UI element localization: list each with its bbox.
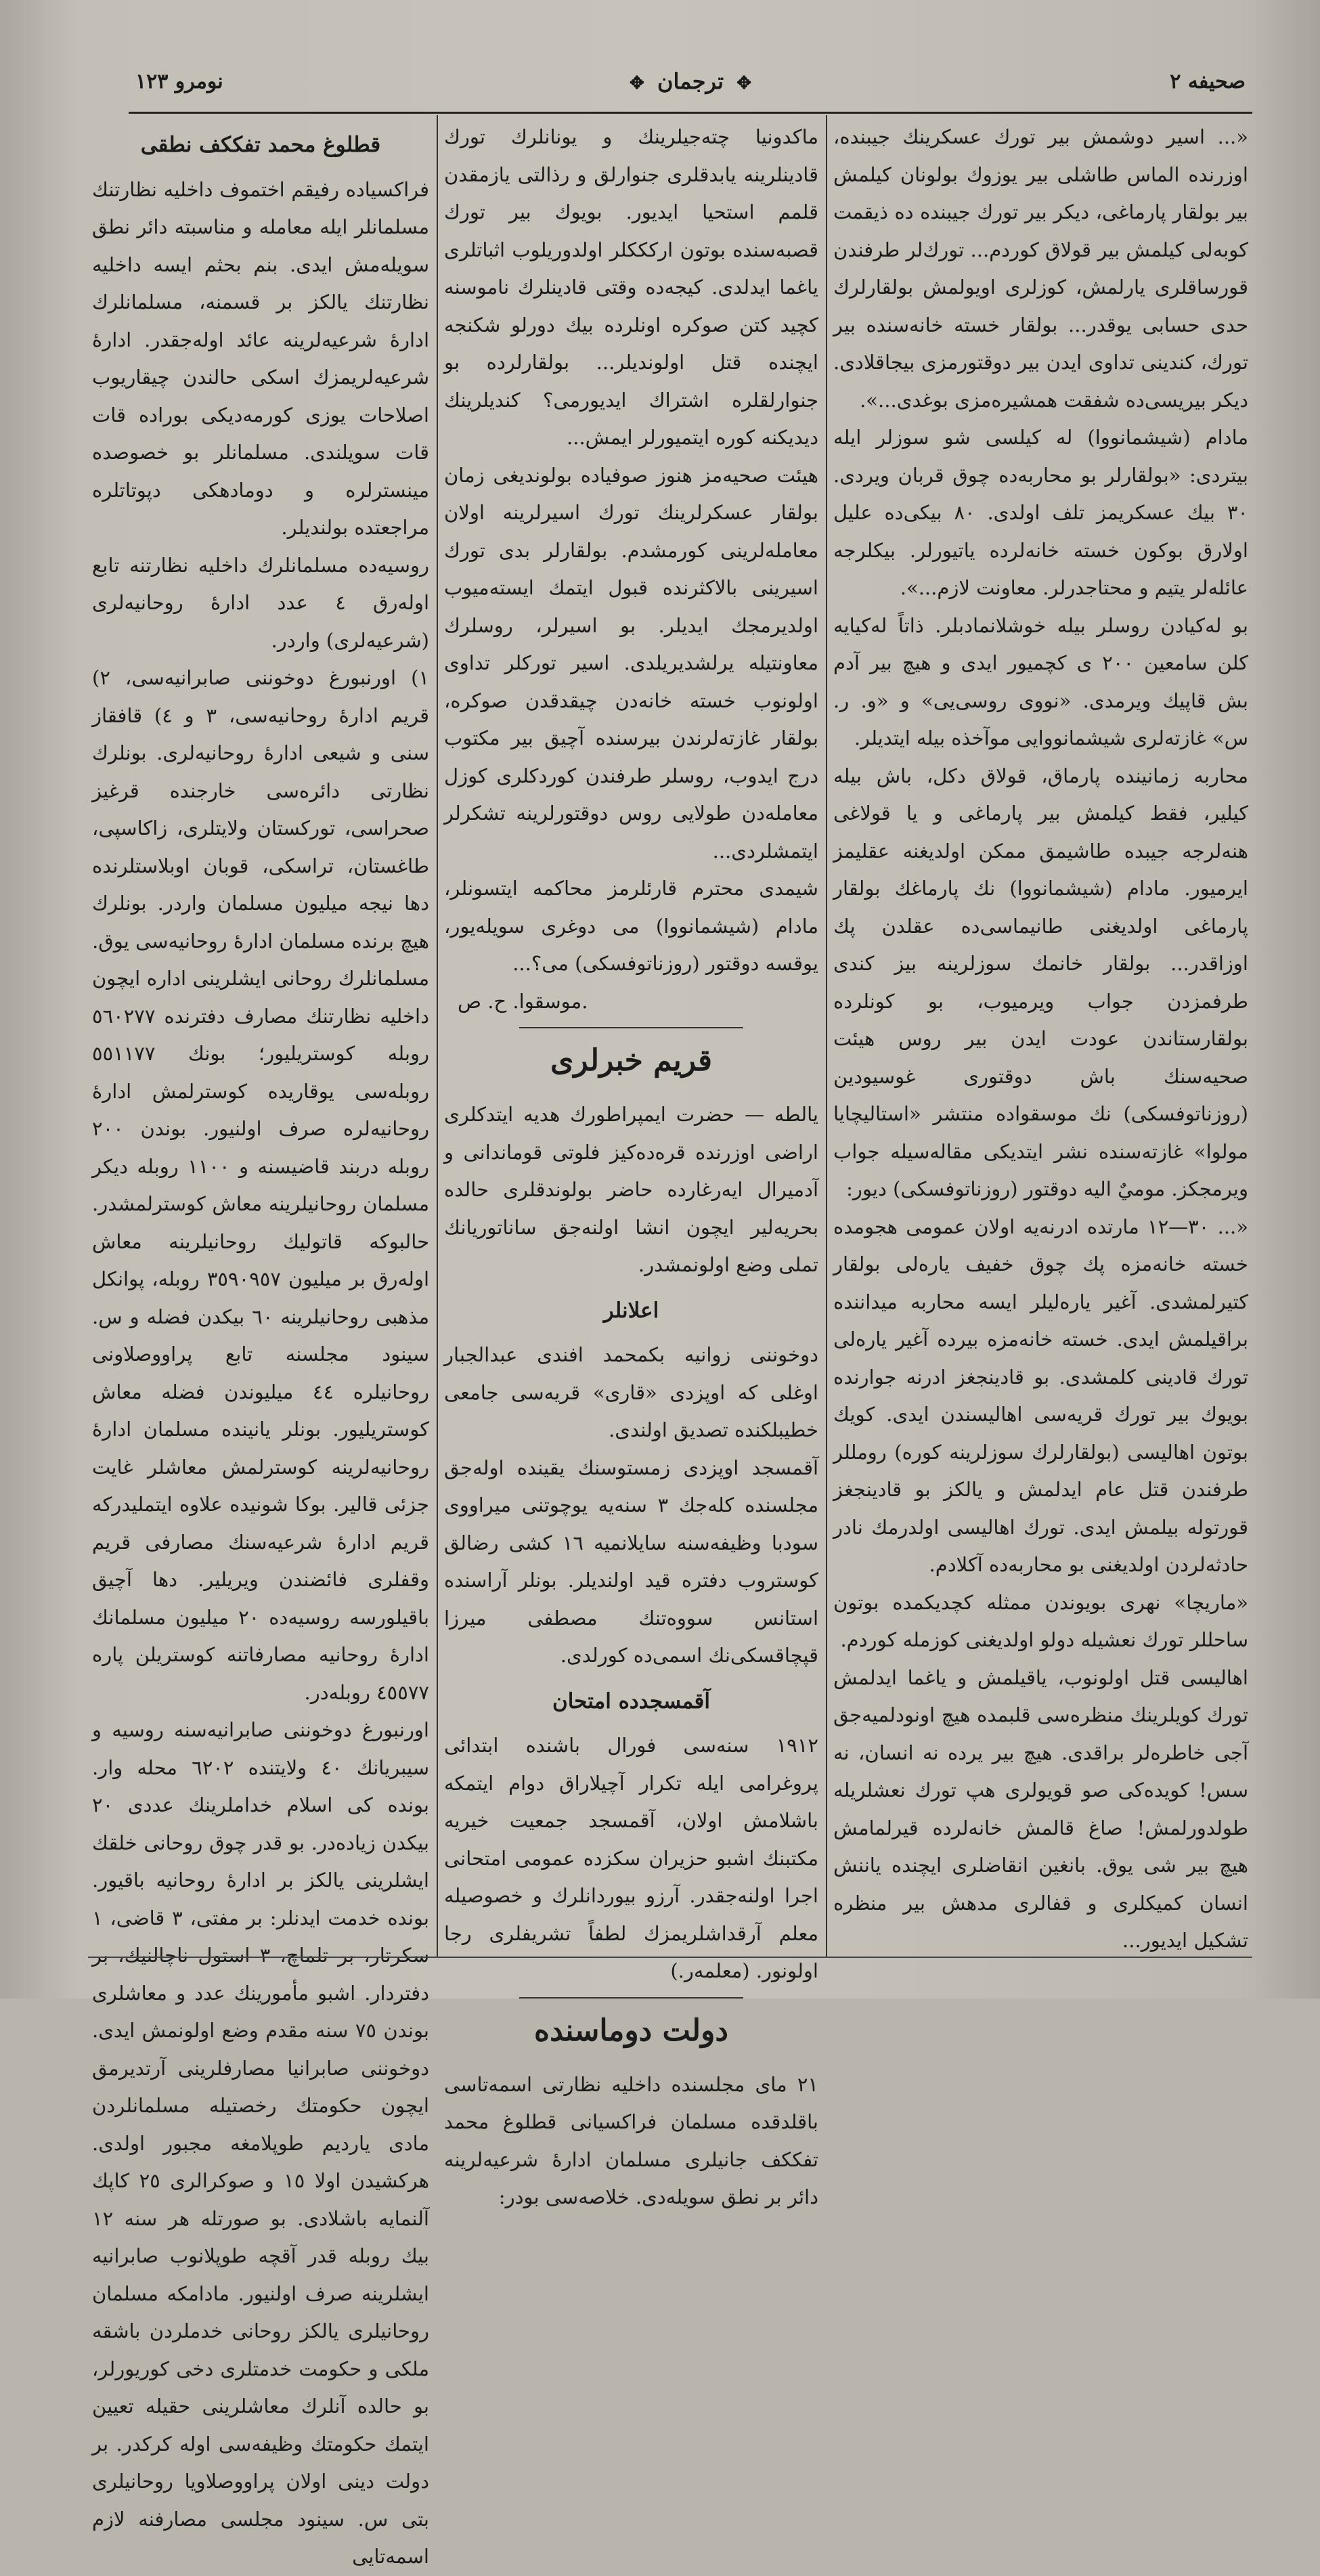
- divider: [519, 1997, 744, 1999]
- bottom-border: [88, 1957, 1252, 1958]
- page-header: [129, 64, 1252, 112]
- divider: [519, 1027, 744, 1028]
- issue-number: نومرو ١٢٣: [135, 70, 223, 93]
- ad-item: دوخوننى زوانيه بكمحمد افندى عبدالجبار اوغلى كه اوپزدى «قارى» قريه‌سى جامعى خطيبلكنده تصديق اولندى.: [444, 1343, 818, 1441]
- signature: موسقوا. ح. ص.: [458, 989, 588, 1013]
- ads-title: اعلانلر: [603, 1298, 659, 1323]
- paragraph: «... ٣٠—١٢ مارتده ادرنه‌يه اولان عمومى هجومده خسته خانه‌مزه پك چوق خفيف ياره‌لى بولقار كتيرلمشدى. آغير ياره‌ليلر ايسه محاربه ميداننده براقيلمش ايدى. خسته خانه‌مزه بيرده آغير ياره‌لى تورك قادينى كلمشدى. بو قادينجغز ادرنه جوارنده بويوك بير تورك قريه‌سى اهاليسندن ايدى. كويك بوتون اهاليسى (بولقارلرك سوزلرينه كوره) رومللر طرفندن قتل عام ايدلمش و يالكز بو قادينجغز قورتوله بيلمش ايدى. تورك اهاليسى اولدرمك نادر حادثه‌لردن اولديغنى بو محاربه‌ده آكلادم.: [833, 1215, 1248, 1576]
- ornament-icon: ✥: [630, 73, 644, 93]
- section-title-duma: دولت دوماسنده: [534, 2013, 728, 2048]
- paragraph: ماكدونيا چته‌جيلرينك و يونانلرك تورك قادينلرينه يابدقلرى جنوارلق و رذالتى يازمقدن قلمم استحيا ايديور. بويوك بير تورك قصبه‌سنده بوتون اركككلر اولدوريلوب اثباتلرى ياغما ايدلدى. كيجه‌ده وقتى قادينلرك ناموسنه كچيد كتن صوكره اونلرده بيك دورلو شكنجه ايچنده قتل اولونديلر... بولقارلرده بو جنوارلقلره اشتراك ايديورمى؟ كنديلرينك ديديكنه كوره ايتميورلر ايمش...: [444, 125, 818, 449]
- column-right: [829, 118, 1252, 1952]
- newspaper-title: ترجمان: [657, 68, 724, 94]
- paragraph: «... اسير دوشمش بير تورك عسكرينك جيبنده، اوزرنده الماس طاشلى بير يوزوك بولونان كيلمش بير بولقار پارماغى، ديكر بير تورك جيبنده ده ذيقمت كوبه‌لى كيلمش بير قولاق كوردم... تورك‌لر طرفندن قورساقلرى يارلمش، كوزلرى اويولمش بولقارلرك حدى حسابى يوقدر... بولقار خسته خانه‌سنده بير تورك، كندينى تداوى ايدن بير دوقتورمزى بيجاقلادى. ديكر بيريسى‌ده شفقت همشيره‌مزى بوغدى...».: [833, 125, 1248, 412]
- column-middle: [440, 118, 822, 2208]
- paragraph: اورنبورغ دوخوننى صابرانيه‌سنه روسيه و سيبريانك ٤٠ ولايتنده ٦٢٠٢ محله وار. بونده كى اسلام خداملرينك عددى ٢٠ بيكدن زياده‌در. بو قدر چوق روحانى خلقك ايشلرينى يالكز بر ادارهٔ روحانيه باقيور. بونده خدمت ايدنلر: بر مفتى، ٣ قاضى، ١ سكرتار، بر تلماچ، ٣ استول ناچالنيك، بر دفتردار. اشبو مأمورينك عدد و معاشلرى بوندن ٧٥ سنه مقدم وضع اولونمش ايدى. دوخوننى صابرانيا مصارفلرينى آرتديرمق ايچون حكومتك رخصتيله مسلمانلردن مادى يارديم طوپلامغه مجبور اولدى. هركشيدن اولا ١٥ و صوكرالرى ٢٥ كاپك آلنمايه باشلادى. بو صورتله هر سنه ١٢ بيك روبله قدر آقچه طوپلانوب صابرانيه ايشلرينه صرف اولنيور. مادامكه مسلمان روحانيلرى يالكز روحانى خدملردن باشقه ملكى و حكومت خدمتلرى دخى كوريورلر، بو حالده آنلرك معاشلرينى حقيله تعيين ايتمك حكومتك وظيفه‌سى اوله كركدر. بر دولت دينى اولان پراووصلاويا روحانيلرى بتى س. سينود مجلسى مصارفنه لازم اسمه‌تايى: [92, 1718, 430, 2568]
- header-divider: [129, 112, 1252, 114]
- paragraph: مسلمانلرك روحانى ايشلرينى اداره ايچون داخليه نظارتنك مصارف دفترنده ٥٦٠٢٧٧ روبله كوستريليور؛ بونك ٥٥١١٧٧ روبله‌سى يوقاريده كوسترلمش ادارهٔ روحانيه‌لره صرف اولنيور. بوندن ٢٠٠ روبله دربند قاضيسنه و ١١٠٠ روبله ديكر مسلمان روحانيلرينه معاش كوسترلمشدر. حالبوكه قاتوليك روحانيلرينه معاش اوله‌رق بر ميليون ٣٥٩٠٩٥٧ روبله، پوانكل مذهبى روحانيلرينه ٦٠ بيكدن فضله و س. سينود مجلسنه تابع پراووصلاونى روحانيلره ٤٤ ميليوندن فضله معاش كوستريليور. بونلر يانينده مسلمان ادارهٔ روحانيه‌لرينه كوسترلمش معاشلر غايت جزئى قالير. بوكا شونيده علاوه ايتمليدركه قريم ادارهٔ شرعيه‌سنك مصارفى قريم وقفلرى فائضندن ويريلير. دها آچيق باقيلورسه روسيه‌ده ٢٠ ميليون مسلمانك ادارهٔ روحانيه مصارفاتنه كوستريلن پاره ٤٥٥٧٧ روبله‌در.: [92, 967, 430, 1704]
- paragraph: مادام (شيشمانووا) له كيلسى شو سوزلر ايله بيتردى: «بولقارلر بو محاربه‌ده چوق قربان ويردى. ٣٠ بيك عسكريمز تلف اولدى. ٨٠ بيكى‌ده عليل اولارق بوكون خسته خانه‌لرده ياتيورلر. بيكلرجه عائله‌لر يتيم و محتاجدرلر. معاونت لازم...».: [833, 426, 1248, 599]
- column-divider: [826, 115, 827, 1957]
- column-divider: [437, 115, 438, 1957]
- paragraph: شيمدى محترم قارئلرمز محاكمه ايتسونلر، مادام (شيشمانووا) مى دوغرى سويله‌يور، يوقسه دوقتور (روزناتوفسكى) مى؟...: [444, 877, 818, 975]
- ad-item: آقمسجد اوپزدى زمستوسنك يقينده اوله‌جق مجلسنده كله‌جك ٣ سنه‌يه يوچوتنى ميراووى سودبا وظيفه‌سنه سايلانميه ١٦ كشى رضالق كوستروب دفتره قيد اولنديلر. بونلر آراسنده استانس سووه‌تنك مصطفى ميرزا قپچاقسكى‌نك اسمى‌ده كورلدى.: [444, 1456, 818, 1667]
- masthead: [129, 68, 1252, 94]
- column-left: [88, 118, 433, 2568]
- exam-notice: ١٩١٢ سنه‌سى فورال باشنده ابتدائى پروغرامى ايله تكرار آچيلاراق دوام ايتمكه باشلامش اولان، آقمسجد جمعيت خيريه مكتبنك اشبو حزيران سكزده عمومى امتحانى اجرا اولنه‌جقدر. آرزو بيوردانلرك و خصوصيله معلم آرقداشلريمزك لطفاً تشريفلرى رجا اولونور. (معلمه‌ر.): [444, 1734, 818, 1982]
- paragraph: بو له‌كيادن روسلر بيله خوشلانمادبلر. ذاتاً له‌كيايه كلن سامعين ٢٠٠ ى كچميور ايدى و هيچ بير آدم بش قاپيك ويرمدى. «نووى روسى‌يى» و «و. ر. س» غازته‌لرى شيشمانووا‌يى موآخذه بيله ايتديلر.: [833, 613, 1248, 749]
- section-title-crimea: قريم خبرلرى: [550, 1043, 713, 1078]
- paragraph: هيئت صحيه‌مز هنوز صوفياده بولونديغى زمان بولقار عسكرلرينك تورك اسيرلرينه اولان معامله‌لرينى كورمشدم. بولقارلر بدى تورك اسيرينى بالاكثرنده قبول ايتمك ايسته‌ميوب اولديرمجك ايديلر. بو اسيرلر، روسلرك معاونتيله يرلشديريلدى. اسير توركلر تداوى اولونوب خسته خانه‌دن چيقدقدن صوكره، بولقار غازته‌لرندن بيرسنده آچيق بير مكتوب درج ايدوب، روسلر طرفندن كوردكلرى كوزل معامله‌دن طولايى روس دوقتورلرينه تشكرلر ايتمشلردى...: [444, 463, 818, 863]
- duma-report: ٢١ ماى مجلسنده داخليه نظارتى اسمه‌تاسى باقلدقده مسلمان فراكسيانى قطلوغ محمد تفككف جانيلرى مسلمان ادارهٔ شرعيه‌لرينه دائر بر نطق سويله‌دى. خلاصه‌سى بودر:: [444, 2072, 818, 2208]
- paragraph: محاربه زمانينده پارماق، قولاق دكل، باش بيله كيلير، فقط كيلمش بير پارماغى و يا قولاغى هنه‌لرجه جيبده طاشيمق ممكن اولديغنه عقليمز ايرميور. مادام (شيشمانووا) نك پارماغك بولقار پارماغى اولديغنى طانيماسى‌ده عقلدن پك اوزاقدر... بولقار خانمك سوزلرينه بيز كندى طرفمزدن جواب ويرميوب، بو كونلرده بولقارستاندن عودت ايدن بير روس هيئت صحيه‌سنك باش دوقتورى غوسيودين (روزناتوفسكى) نك موسقواده منتشر «استاليچايا مولوا» غازته‌سنده نشر ايتديكى مقاله‌سيله جواب ويرمجكز. موميٌ اليه دوقتور (روزناتوفسكى) ديور:: [833, 764, 1248, 1200]
- paragraph: ١) اورنبورغ دوخوننى صابرانيه‌سى، ٢) قريم ادارهٔ روحانيه‌سى، ٣ و ٤) قافقاز سنى و شيعى ادارهٔ روحانيه‌لرى. بونلرك نظارتى دائره‌سى خارجنده قرغيز صحراسى، توركستان ولايتلرى، زاكاسپى، طاغستان، تراسكى، قوبان اوبلاستلرنده دها نيجه ميليون مسلمان واردر. بونلرك هيچ برنده مسلمان ادارهٔ روحانيه‌سى يوق.: [92, 666, 429, 953]
- exam-title: آقمسجدده امتحان: [552, 1688, 710, 1713]
- paragraph: روسيه‌ده مسلمانلرك داخليه نظارتنه تابع اوله‌رق ٤ عدد ادارهٔ روحانيه‌لرى (شرعيه‌لرى) واردر.: [92, 553, 429, 652]
- crimea-news: يالطه — حضرت ايمپراطورك هديه ايتدكلرى اراضى اوزرنده قره‌ده‌كيز فلوتى قوماندانى و آدميرال ايه‌رغارده حاضر بولوندقلرى حالده بحريه‌لير ايچون انشا اولنه‌جق ساناتوريانك تملى وضع اولونمشدر.: [444, 1103, 818, 1276]
- paragraph: اهاليسى قتل اولونوب، ياقيلمش و ياغما ايدلمش تورك كويلرينك منظره‌سى قلبمده هيچ اونودلميه‌جق آجى خاطره‌لر براقدى. هيچ بير يرده نه انسان، نه سس! كويده‌كى صو قويولرى هپ تورك نعشلريله طولدورلمش! صاغ قالمش خانه‌لرده قيرلمامش هيچ بير شى يوق. بانغين انقاضلرى ايچنده ياننش انسان كميكلرى و قفالرى مدهش بير منظره تشكيل ايديور...: [833, 1665, 1248, 1952]
- speech-title: قطلوغ محمد تفككف نطقى: [140, 133, 381, 157]
- ornament-icon: ✥: [736, 73, 751, 93]
- paragraph: «ماريچا» نهرى بويوندن ممثله كچديكمده بوتون ساحللر تورك نعشيله دولو اولديغنى كوزمله كوردم.: [833, 1590, 1248, 1651]
- paragraph: فراكسياده رفيقم اختموف داخليه نظارتنك مسلمانلر ايله معامله و مناسبته دائر نطق سويله‌مش ايدى. بنم بحثم ايسه داخليه نظارتنك يالكز بر قسمنه، مسلمانلرك ادارهٔ شرعيه‌لرينه عائد اوله‌جقدر. ادارهٔ شرعيه‌لريمزك اسكى حالندن چيقاريوب اصلاحات يوزى كورمه‌ديكى بوراده قات قات سويلندى. مسلمانلر بو خصوصده مينستر‌لره و دومادهكى دپوتاتلره مراجعتده بولنديلر.: [92, 177, 429, 539]
- page-number: صحيفه ٢: [1170, 70, 1246, 93]
